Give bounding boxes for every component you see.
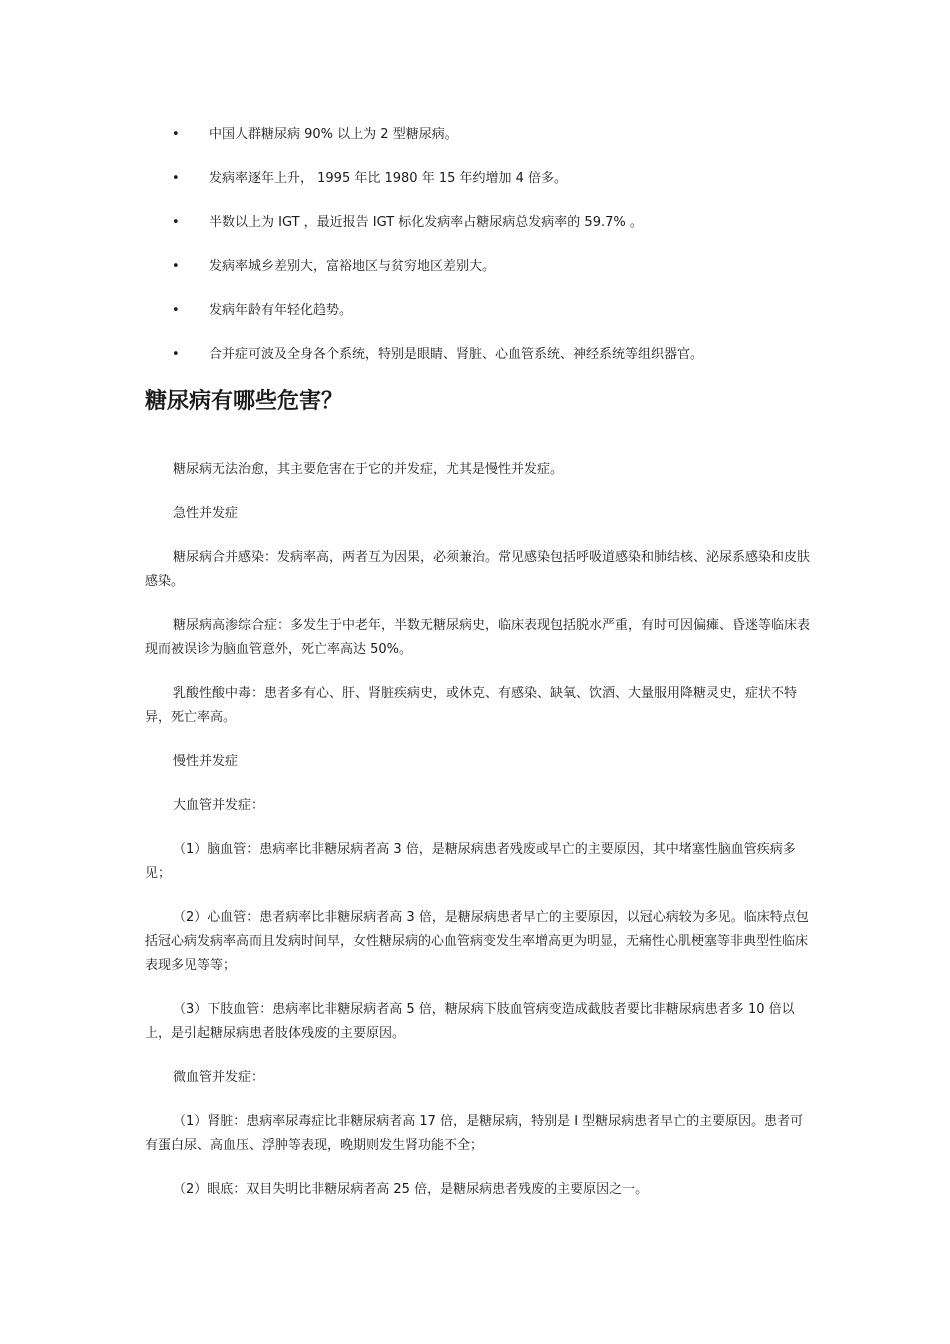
- bullet-text: 发病率逐年上升， 1995 年比 1980 年 15 年约增加 4 倍多。: [209, 171, 568, 186]
- bullet-item: [0, 301, 950, 345]
- bullet-text: 发病率城乡差别大，富裕地区与贫穷地区差别大。: [209, 259, 496, 274]
- body-text: [145, 458, 815, 1222]
- bullet-text: 半数以上为 IGT ，最近报告 IGT 标化发病率占糖尿病总发病率的 59.7% 。: [209, 215, 643, 230]
- bullet-list: [0, 125, 950, 389]
- bullet-dot: •: [172, 259, 180, 274]
- bullet-dot: •: [172, 127, 180, 142]
- paragraph: 糖尿病合并感染：发病率高，两者互为因果，必须兼治。常见感染包括呼吸道感染和肺结核、泌尿系感染和皮肤感染。: [145, 550, 811, 589]
- bullet-item: [0, 213, 950, 257]
- bullet-dot: •: [172, 303, 180, 318]
- bullet-text: 合并症可波及全身各个系统，特别是眼睛、肾脏、心血管系统、神经系统等组织器官。: [209, 347, 704, 362]
- bullet-text: 发病年龄有年轻化趋势。: [209, 303, 353, 318]
- paragraph: 糖尿病无法治愈，其主要危害在于它的并发症，尤其是慢性并发症。: [173, 462, 564, 477]
- subheading-chronic: 慢性并发症: [173, 754, 239, 769]
- paragraph: 乳酸性酸中毒：患者多有心、肝、肾脏疾病史，或休克、有感染、缺氧、饮酒、大量服用降糖灵史，症状不特异，死亡率高。: [145, 686, 798, 725]
- section-heading: 糖尿病有哪些危害？: [145, 389, 344, 414]
- bullet-item: [0, 257, 950, 301]
- bullet-item: [0, 345, 950, 389]
- subheading-microvascular: 微血管并发症：: [173, 1070, 265, 1085]
- paragraph: （2）心血管：患者病率比非糖尿病者高 3 倍，是糖尿病患者早亡的主要原因，以冠心病较为多见。临床特点包括冠心病发病率高而且发病时间早，女性糖尿病的心血管病变发生率增高更为明显，无痛性心肌梗塞等非典型性临床表现多见等等；: [145, 910, 809, 973]
- bullet-text: 中国人群糖尿病 90% 以上为 2 型糖尿病。: [209, 127, 458, 142]
- subheading-acute: 急性并发症: [173, 506, 239, 521]
- paragraph: （3）下肢血管：患病率比非糖尿病者高 5 倍，糖尿病下肢血管病变造成截肢者要比非糖尿病患者多 10 倍以上，是引起糖尿病患者肢体残废的主要原因。: [145, 1002, 795, 1041]
- subheading-macrovascular: 大血管并发症：: [173, 798, 265, 813]
- bullet-item: [0, 169, 950, 213]
- paragraph: （1）脑血管：患病率比非糖尿病者高 3 倍，是糖尿病患者残废或早亡的主要原因，其中堵塞性脑血管疾病多见；: [145, 842, 796, 881]
- paragraph: 糖尿病高渗综合症：多发生于中老年，半数无糖尿病史，临床表现包括脱水严重，有时可因偏瘫、昏迷等临床表现而被误诊为脑血管意外，死亡率高达 50%。: [145, 618, 811, 657]
- bullet-item: [0, 125, 950, 169]
- bullet-dot: •: [172, 347, 180, 362]
- paragraph: （2）眼底：双目失明比非糖尿病者高 25 倍，是糖尿病患者残废的主要原因之一。: [173, 1182, 649, 1197]
- bullet-dot: •: [172, 171, 180, 186]
- paragraph: （1）肾脏：患病率尿毒症比非糖尿病者高 17 倍，是糖尿病，特别是 I 型糖尿病患者早亡的主要原因。患者可有蛋白尿、高血压、浮肿等表现，晚期则发生肾功能不全；: [145, 1114, 804, 1153]
- bullet-dot: •: [172, 215, 180, 230]
